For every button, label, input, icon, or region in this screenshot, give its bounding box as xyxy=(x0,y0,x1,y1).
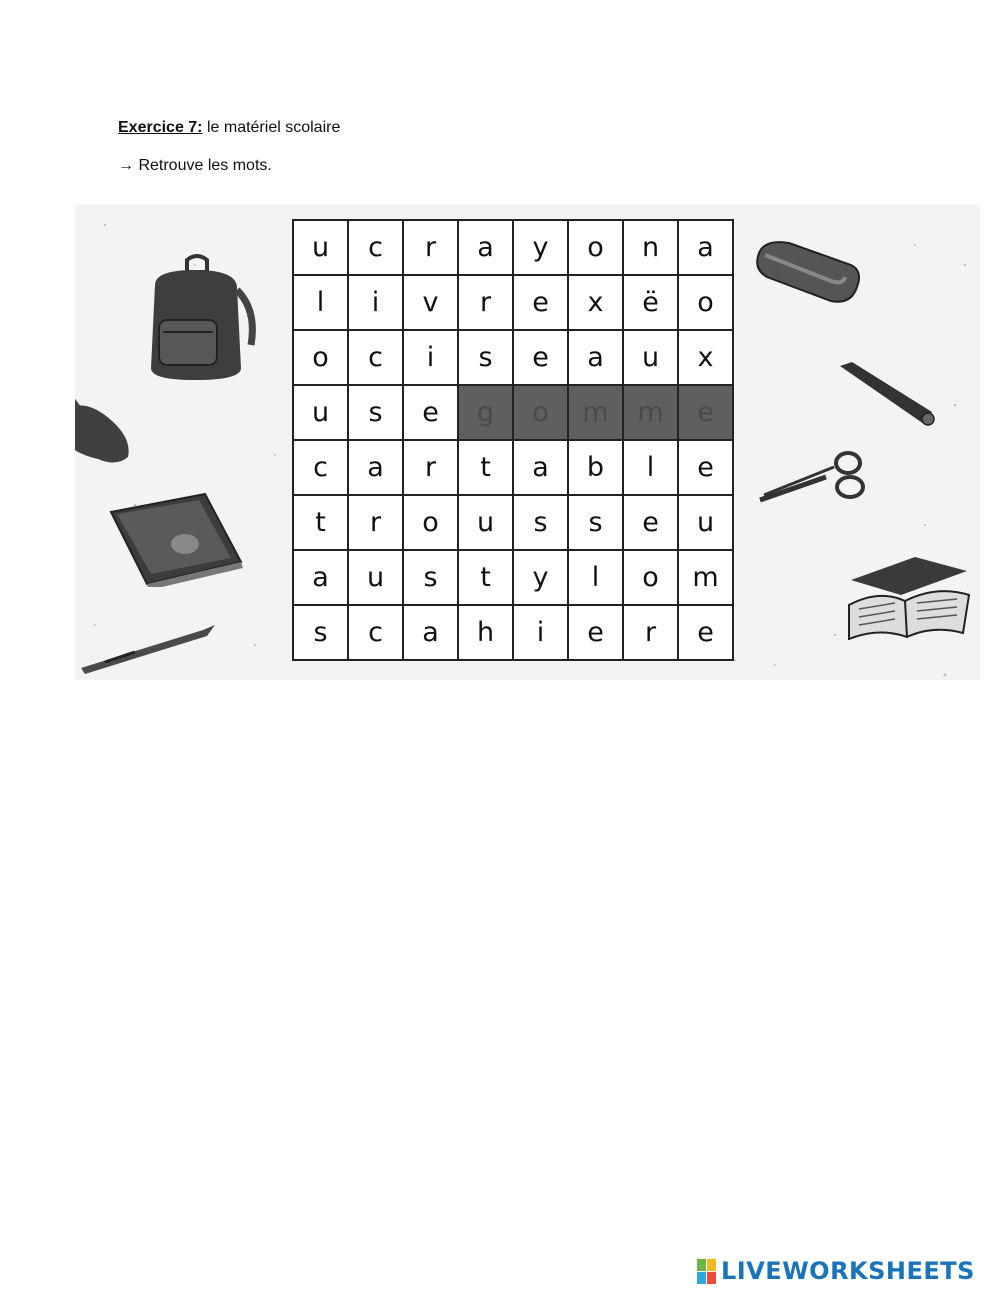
grid-cell: a xyxy=(458,220,513,275)
grid-cell: t xyxy=(293,495,348,550)
brand-name: LIVEWORKSHEETS xyxy=(721,1257,975,1285)
grid-cell: t xyxy=(458,550,513,605)
scissors-icon xyxy=(756,445,871,505)
grid-cell: u xyxy=(458,495,513,550)
grid-cell: c xyxy=(348,605,403,660)
grid-cell: l xyxy=(293,275,348,330)
grid-cell: u xyxy=(678,495,733,550)
grid-cell: c xyxy=(348,220,403,275)
grid-cell: a xyxy=(678,220,733,275)
grid-cell: r xyxy=(623,605,678,660)
pencil-case-icon xyxy=(75,375,155,475)
grid-cell: e xyxy=(403,385,458,440)
liveworksheets-brand[interactable] xyxy=(697,1256,975,1286)
grid-cell: r xyxy=(403,220,458,275)
grid-cell: y xyxy=(513,220,568,275)
grid-cell: a xyxy=(513,440,568,495)
grid-cell: e xyxy=(678,440,733,495)
grid-cell: u xyxy=(623,330,678,385)
grid-row xyxy=(293,220,733,275)
logo-cell xyxy=(697,1272,706,1284)
grid-cell: e xyxy=(623,495,678,550)
grid-cell: s xyxy=(513,495,568,550)
grid-row xyxy=(293,605,733,660)
grid-cell: o xyxy=(568,220,623,275)
grid-cell: n xyxy=(623,220,678,275)
grid-cell: b xyxy=(568,440,623,495)
grid-cell: l xyxy=(623,440,678,495)
grid-row xyxy=(293,385,733,440)
grid-cell: x xyxy=(678,330,733,385)
liveworksheets-logo-icon xyxy=(697,1259,716,1284)
exercise-instruction: → Retrouve les mots. xyxy=(118,157,272,174)
grid-cell: u xyxy=(293,385,348,440)
grid-cell: i xyxy=(348,275,403,330)
grid-cell: o xyxy=(293,330,348,385)
grid-cell: s xyxy=(403,550,458,605)
grid-cell: e xyxy=(568,605,623,660)
grid-cell: e xyxy=(678,385,733,440)
backpack-icon xyxy=(137,250,257,385)
grid-cell: e xyxy=(678,605,733,660)
grid-cell: v xyxy=(403,275,458,330)
grid-cell: h xyxy=(458,605,513,660)
grid-cell: g xyxy=(458,385,513,440)
grid-cell: u xyxy=(293,220,348,275)
grid-cell: c xyxy=(293,440,348,495)
logo-cell xyxy=(707,1272,716,1284)
pen-icon xyxy=(75,620,220,675)
grid-cell: e xyxy=(513,330,568,385)
grid-cell: ë xyxy=(623,275,678,330)
grid-cell: s xyxy=(293,605,348,660)
exercise-title: le matériel scolaire xyxy=(202,119,341,136)
grid-cell: s xyxy=(348,385,403,440)
grid-cell: m xyxy=(623,385,678,440)
grid-cell: m xyxy=(678,550,733,605)
book-icon xyxy=(107,492,245,587)
grid-row xyxy=(293,330,733,385)
open-books-icon xyxy=(845,545,973,640)
grid-cell: a xyxy=(293,550,348,605)
grid-cell: l xyxy=(568,550,623,605)
exercise-label: Exercice 7: xyxy=(118,119,203,136)
grid-cell: o xyxy=(678,275,733,330)
eraser-icon xyxy=(753,235,863,310)
grid-cell: x xyxy=(568,275,623,330)
grid-cell: o xyxy=(513,385,568,440)
grid-cell: o xyxy=(403,495,458,550)
grid-row xyxy=(293,275,733,330)
grid-cell: a xyxy=(568,330,623,385)
grid-row xyxy=(293,495,733,550)
grid-cell: s xyxy=(458,330,513,385)
grid-cell: o xyxy=(623,550,678,605)
grid-cell: c xyxy=(348,330,403,385)
grid-cell: y xyxy=(513,550,568,605)
word-search-grid xyxy=(292,219,734,661)
grid-row xyxy=(293,440,733,495)
grid-cell: i xyxy=(403,330,458,385)
pencil-icon xyxy=(838,360,938,430)
grid-cell: e xyxy=(513,275,568,330)
exercise-heading xyxy=(118,119,340,137)
grid-cell: r xyxy=(348,495,403,550)
grid-cell: r xyxy=(403,440,458,495)
grid-cell: a xyxy=(403,605,458,660)
grid-cell: a xyxy=(348,440,403,495)
logo-cell xyxy=(697,1259,706,1271)
grid-cell: r xyxy=(458,275,513,330)
grid-cell: s xyxy=(568,495,623,550)
grid-cell: t xyxy=(458,440,513,495)
grid-cell: i xyxy=(513,605,568,660)
grid-cell: u xyxy=(348,550,403,605)
grid-row xyxy=(293,550,733,605)
grid-cell: m xyxy=(568,385,623,440)
logo-cell xyxy=(707,1259,716,1271)
